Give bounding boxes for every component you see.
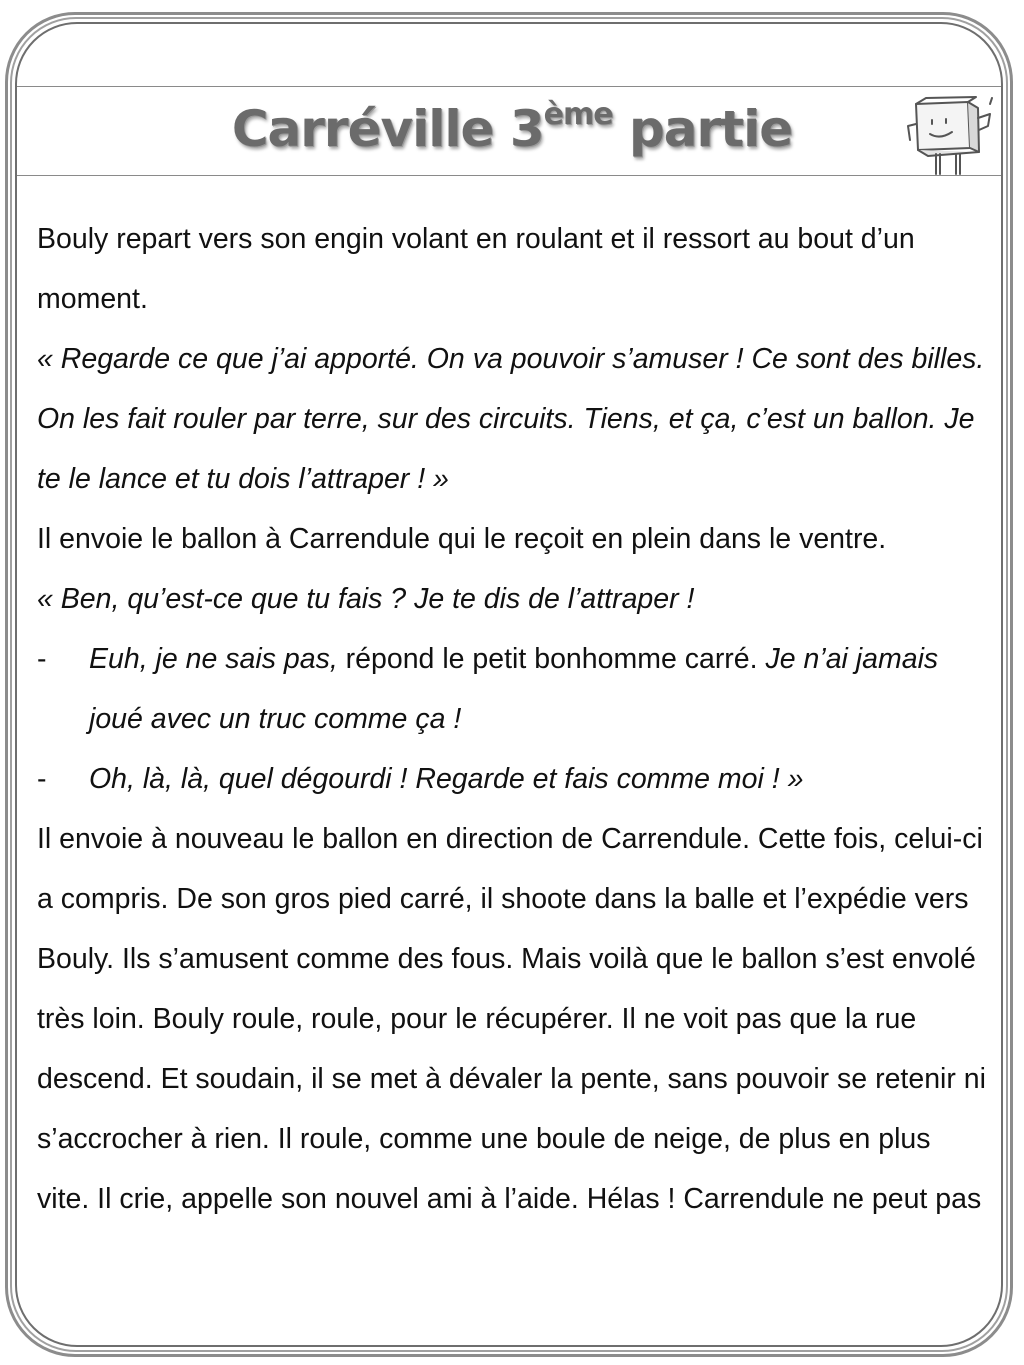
page-title bbox=[0, 97, 1024, 158]
story-paragraph: Il envoie le ballon à Carrendule qui le reçoit en plein dans le ventre. bbox=[37, 523, 887, 555]
dash-mark: - bbox=[37, 763, 47, 795]
dialogue-italic: Je n’ai jamais joué avec un truc comme ça ! bbox=[89, 643, 939, 735]
story-paragraph: Bouly repart vers son engin volant en roulant et il ressort au bout d’un moment. bbox=[37, 223, 915, 315]
dialogue-dash-line bbox=[37, 629, 987, 749]
dialogue-paragraph: « Ben, qu’est-ce que tu fais ? Je te dis de l’attraper ! bbox=[37, 583, 695, 615]
dialogue-italic: Oh, là, là, quel dégourdi ! Regarde et fais comme moi ! » bbox=[89, 763, 804, 795]
title-base: Carréville 3 bbox=[231, 100, 544, 158]
story-paragraph: Il envoie à nouveau le ballon en direction de Carrendule. Cette fois, celui-ci a compris. De son gros pied carré, il shoote dans la balle et l’expédie vers Bouly. Ils s’amusent comme des fous. Mais voilà que le ballon s’est envolé très loin. Bouly roule, roule, pour le récupérer. Il ne voit pas que la rue descend. Et soudain, il se met à dévaler la pente, sans pouvoir se retenir ni s’accrocher à rien. Il roule, comme une boule de neige, de plus en plus vite. Il crie, appelle son nouvel ami à l’aide. Hélas ! Carrendule ne peut pas bbox=[37, 823, 986, 1215]
dialogue-italic: Euh, je ne sais pas, bbox=[89, 643, 338, 675]
dialogue-paragraph: « Regarde ce que j’ai apporté. On va pouvoir s’amuser ! Ce sont des billes. On les fait rouler par terre, sur des circuits. Tiens, et ça, c’est un ballon. Je te le lance et tu dois l’attraper ! » bbox=[37, 343, 985, 495]
story-text bbox=[37, 209, 987, 1229]
title-tail: partie bbox=[612, 100, 793, 158]
title-superscript: ème bbox=[543, 97, 613, 132]
square-character-icon bbox=[906, 96, 994, 176]
narration-inline: répond le petit bonhomme carré. bbox=[337, 643, 766, 675]
dash-mark: - bbox=[37, 643, 47, 675]
dialogue-dash-line bbox=[37, 749, 987, 809]
